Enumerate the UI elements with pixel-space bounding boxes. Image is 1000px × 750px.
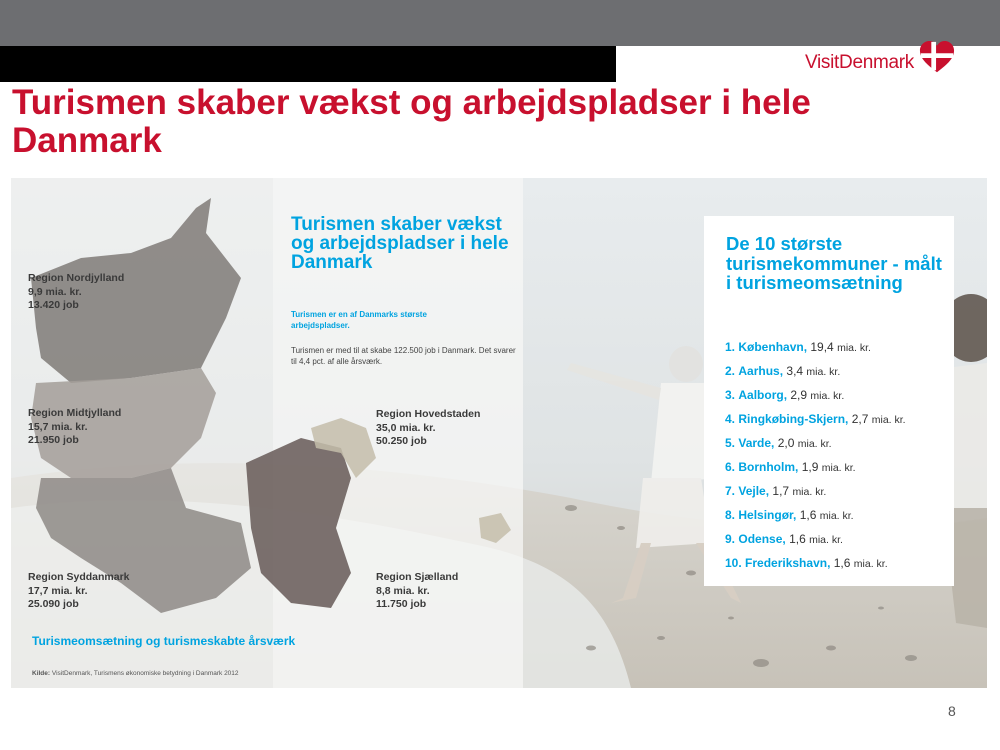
slide-title: Turismen skaber vækst og arbejdspladser i hele Danmark: [12, 83, 811, 160]
list-item: 5. Varde, 2,0 mia. kr.: [725, 436, 832, 450]
top10-title: De 10 største turismekommuner - målt i turismeomsætning: [726, 233, 942, 293]
region-label-nordjylland: Region Nordjylland 9,9 mia. kr. 13.420 job: [28, 272, 125, 311]
page-number: 8: [948, 703, 956, 719]
top10-panel: [704, 216, 954, 586]
visitdenmark-logo: [616, 46, 978, 82]
map-caption: Turismeomsætning og turismeskabte årsværk: [32, 634, 296, 648]
heart-flag-icon: [918, 40, 956, 76]
list-item: 2. Aarhus, 3,4 mia. kr.: [725, 364, 841, 378]
infographic-body-text: Turismen er med til at skabe 122.500 job i Danmark. Det svarer til 4,4 pct. af alle årsværk.: [291, 346, 516, 366]
infographic-subtitle: Turismen er en af Danmarks største arbejdspladser.: [291, 310, 427, 330]
list-item: 1. København, 19,4 mia. kr.: [725, 340, 871, 354]
logo-text: VisitDenmark: [804, 52, 914, 73]
region-label-sjaelland: Region Sjælland 8,8 mia. kr. 11.750 job: [376, 571, 459, 610]
infographic-title: Turismen skaber vækst og arbejdspladser i hele Danmark: [291, 214, 509, 273]
source-note: Kilde: VisitDenmark, Turismens økonomiske betydning i Danmark 2012: [32, 670, 239, 677]
infographic-panel: [11, 178, 987, 688]
list-item: 4. Ringkøbing-Skjern, 2,7 mia. kr.: [725, 412, 906, 426]
list-item: 10. Frederikshavn, 1,6 mia. kr.: [725, 556, 888, 570]
list-item: 3. Aalborg, 2,9 mia. kr.: [725, 388, 845, 402]
top10-list: [725, 336, 906, 576]
region-label-midtjylland: Region Midtjylland 15,7 mia. kr. 21.950 job: [28, 407, 122, 446]
list-item: 9. Odense, 1,6 mia. kr.: [725, 532, 843, 546]
header-black-band: [0, 46, 616, 82]
region-label-hovedstaden: Region Hovedstaden 35,0 mia. kr. 50.250 job: [376, 408, 481, 447]
list-item: 7. Vejle, 1,7 mia. kr.: [725, 484, 827, 498]
list-item: 8. Helsingør, 1,6 mia. kr.: [725, 508, 854, 522]
list-item: 6. Bornholm, 1,9 mia. kr.: [725, 460, 856, 474]
region-label-syddanmark: Region Syddanmark 17,7 mia. kr. 25.090 job: [28, 571, 130, 610]
header-bar: [0, 0, 1000, 46]
